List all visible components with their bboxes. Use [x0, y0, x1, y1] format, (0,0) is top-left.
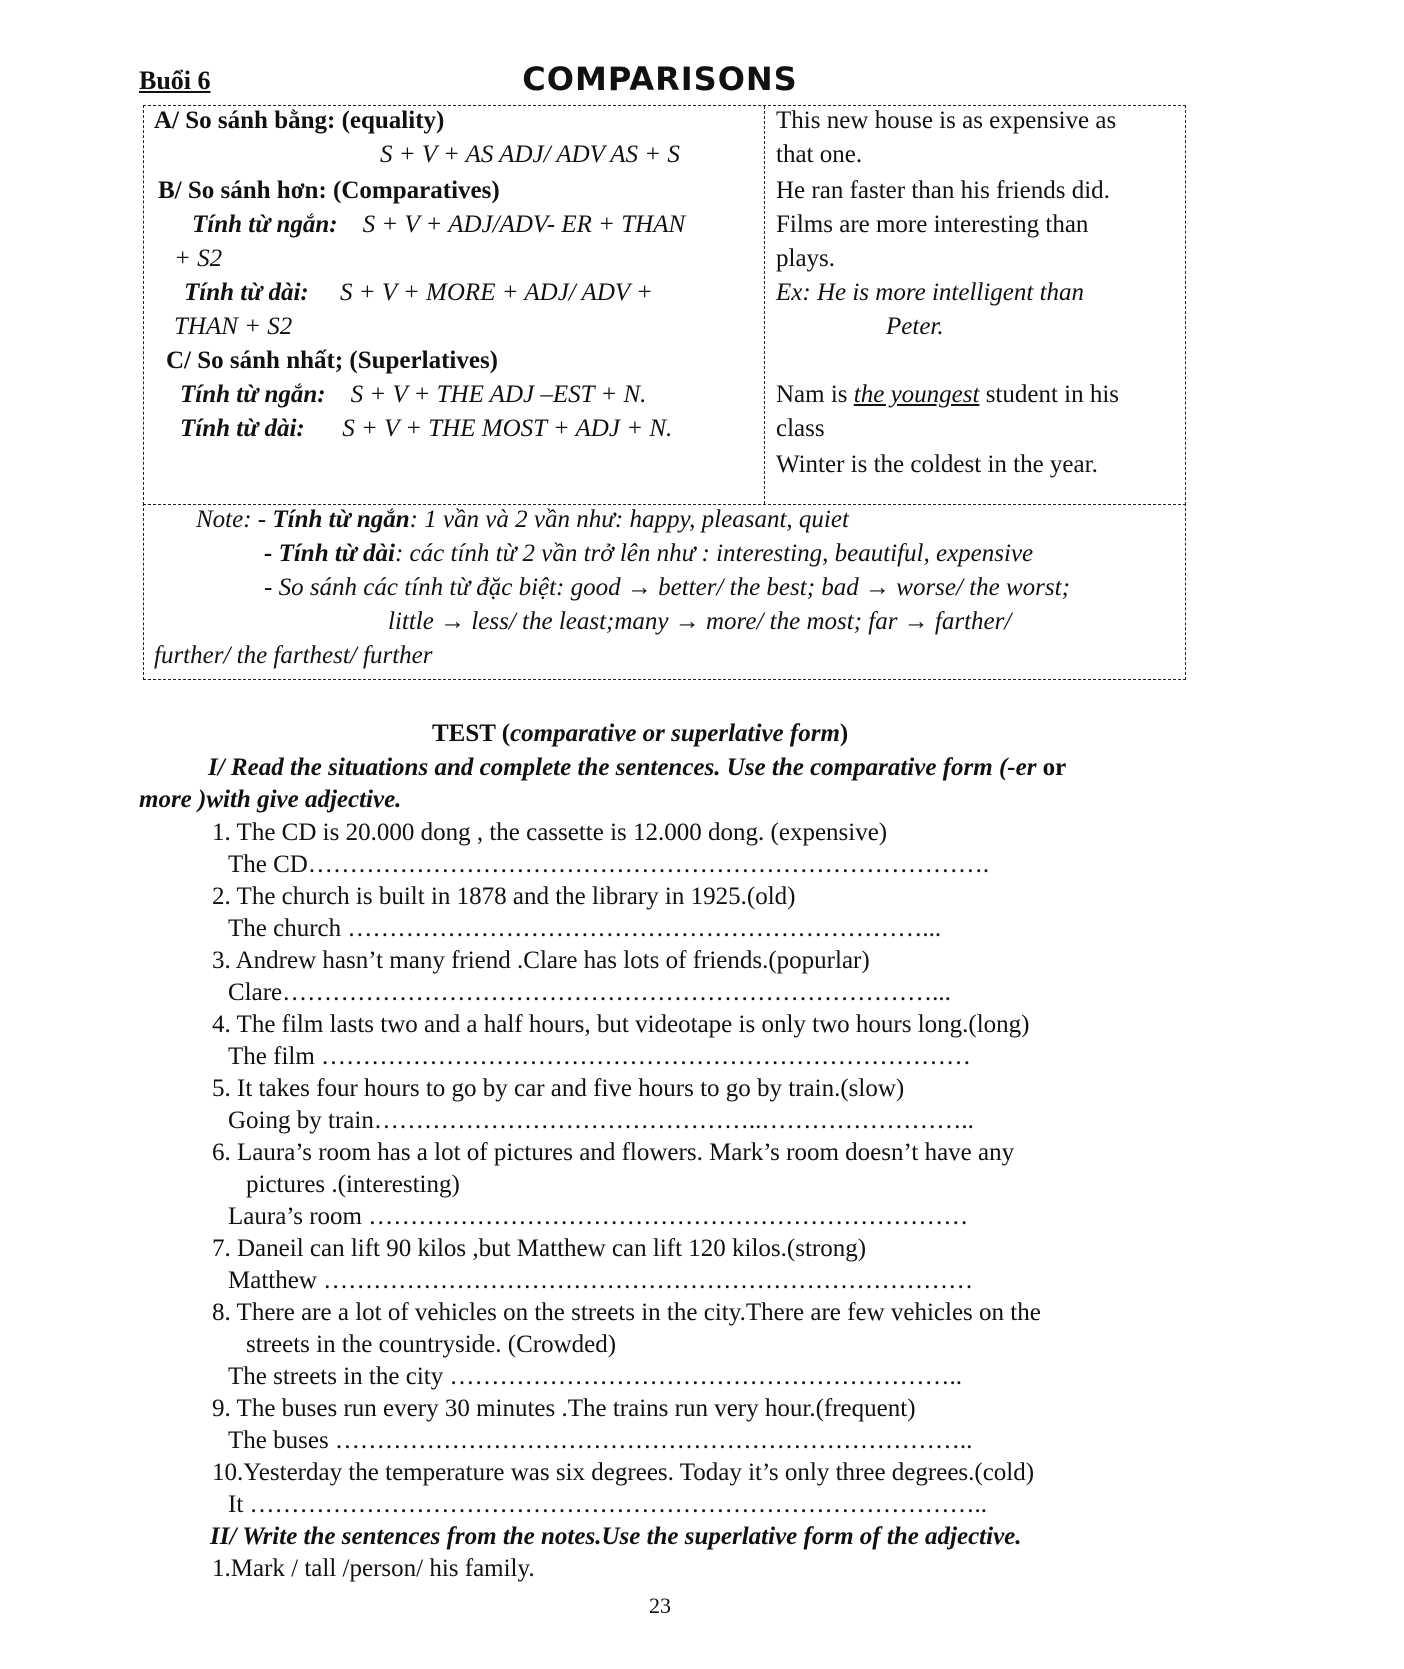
instruction-1-cont: more )with give adjective. [139, 786, 402, 813]
instruction-1-or: or [1042, 754, 1067, 781]
exercise-4-question: 4. The film lasts two and a half hours, but videotape is only two hours long.(long) [212, 1011, 1030, 1038]
instruction-2: II/ Write the sentences from the notes.Use the superlative form of the adjective. [210, 1523, 1022, 1550]
example-5b: class [776, 415, 825, 442]
example-5-post: student in his [979, 381, 1120, 408]
short-adj-label: Tính từ ngắn: [180, 381, 326, 408]
note-short-desc: : 1 vần và 2 vần như: happy, pleasant, quiet [409, 506, 849, 533]
page-number: 23 [649, 1593, 671, 1618]
page-title: COMPARISONS [522, 60, 798, 98]
exercise-10-question: 10.Yesterday the temperature was six degrees. Today it’s only three degrees.(cold) [212, 1459, 1035, 1486]
exercise-5-question: 5. It takes four hours to go by car and five hours to go by train.(slow) [212, 1075, 905, 1102]
superlatives-heading: C/ So sánh nhất; (Superlatives) [166, 347, 498, 374]
example-2: He ran faster than his friends did. [776, 177, 1110, 204]
test-title-post: ) [839, 720, 849, 747]
note-short-adj: Tính từ ngắn [272, 506, 410, 533]
exercise-6-answer: Laura’s room ……………………………………………………………… [228, 1203, 969, 1230]
note-long-adj: - Tính từ dài [264, 540, 395, 567]
exercise-6-question: 6. Laura’s room has a lot of pictures and flowers. Mark’s room doesn’t have any [212, 1139, 1015, 1166]
exercise-9-question: 9. The buses run every 30 minutes .The trains run very hour.(frequent) [212, 1395, 916, 1422]
note-line-3: - So sánh các tính từ đặc biệt: good → better/ the best; bad → worse/ the worst; [264, 574, 1070, 601]
note-line-5: further/ the farthest/ further [154, 642, 433, 669]
long-adj-label: Tính từ dài: [180, 415, 305, 442]
instruction-1-text: I/ Read the situations and complete the sentences. Use the comparative form (-er [208, 754, 1043, 781]
comparative-long-row [184, 278, 653, 308]
note-line-4: little → less/ the least;many → more/ the most; far → farther/ [388, 608, 1012, 635]
example-5-pre: Nam is [776, 381, 854, 408]
note-prefix: Note: - [196, 506, 273, 533]
exercise-8-answer: The streets in the city …………………………………………………….. [228, 1363, 962, 1390]
example-4a: Ex: He is more intelligent than [776, 279, 1085, 306]
test-title-pre: TEST ( [432, 720, 511, 747]
exercise-3-question: 3. Andrew hasn’t many friend .Clare has lots of friends.(popurlar) [212, 947, 870, 974]
exercise-2-question: 2. The church is built in 1878 and the library in 1925.(old) [212, 883, 796, 910]
exercise-4-answer: The film …………………………………………………………………… [228, 1043, 972, 1070]
example-5-underlined: the youngest [853, 381, 980, 408]
comparative-short-cont: + S2 [174, 245, 223, 272]
short-adj-label: Tính từ ngắn: [192, 211, 338, 238]
long-adj-label: Tính từ dài: [184, 279, 309, 306]
exercise-5-answer: Going by train………………………………………..…………………….. [228, 1107, 974, 1134]
exercise-10-answer: It …………………………………………………………………………….. [228, 1491, 988, 1518]
example-3a: Films are more interesting than [776, 211, 1089, 238]
exercise-7-answer: Matthew …………………………………………………………………… [228, 1267, 974, 1294]
equality-heading: A/ So sánh bằng: (equality) [154, 107, 445, 134]
note-line-2 [264, 539, 1033, 569]
comparative-short-row [192, 210, 685, 240]
exercise-9-answer: The buses ………………………………………………………………….. [228, 1427, 973, 1454]
note-box [143, 503, 1186, 680]
rules-table [143, 105, 1186, 505]
example-6: Winter is the coldest in the year. [776, 451, 1098, 478]
superlative-short-row [180, 380, 646, 410]
instruction-1 [208, 753, 1066, 783]
exercise-6-question-cont: pictures .(interesting) [246, 1171, 460, 1198]
table-divider [764, 106, 765, 504]
exercise-7-question: 7. Daneil can lift 90 kilos ,but Matthew can lift 120 kilos.(strong) [212, 1235, 867, 1262]
test-title [432, 719, 848, 749]
long-adj-formula: S + V + THE MOST + ADJ + N. [342, 415, 673, 442]
example-4b: Peter. [886, 313, 944, 340]
exercise-2-1: 1.Mark / tall /person/ his family. [212, 1555, 535, 1582]
note-long-desc: : các tính từ 2 vần trở lên như : interesting, beautiful, expensive [394, 540, 1034, 567]
test-title-italic: comparative or superlative form [510, 720, 840, 747]
comparative-long-cont: THAN + S2 [174, 313, 293, 340]
session-label: Buổi 6 [139, 66, 211, 95]
exercise-8-question-cont: streets in the countryside. (Crowded) [246, 1331, 617, 1358]
example-1a: This new house is as expensive as [776, 107, 1117, 134]
exercise-2-answer: The church ……………………………………………………………... [228, 915, 942, 942]
example-3b: plays. [776, 245, 836, 272]
comparatives-heading: B/ So sánh hơn: (Comparatives) [158, 177, 500, 204]
example-5 [776, 380, 1119, 410]
example-1b: that one. [776, 141, 863, 168]
exercise-3-answer: Clare……………………………………………………………………... [228, 979, 951, 1006]
note-line-1 [196, 505, 849, 535]
exercise-1-answer: The CD………………………………………………………………………. [228, 851, 990, 878]
equality-formula: S + V + AS ADJ/ ADV AS + S [380, 141, 680, 168]
exercise-1-question: 1. The CD is 20.000 dong , the cassette is 12.000 dong. (expensive) [212, 819, 888, 846]
short-adj-formula: S + V + ADJ/ADV- ER + THAN [362, 211, 686, 238]
long-adj-formula: S + V + MORE + ADJ/ ADV + [339, 279, 653, 306]
short-adj-formula: S + V + THE ADJ –EST + N. [350, 381, 647, 408]
superlative-long-row [180, 414, 672, 444]
exercise-8-question: 8. There are a lot of vehicles on the streets in the city.There are few vehicles on the [212, 1299, 1041, 1326]
